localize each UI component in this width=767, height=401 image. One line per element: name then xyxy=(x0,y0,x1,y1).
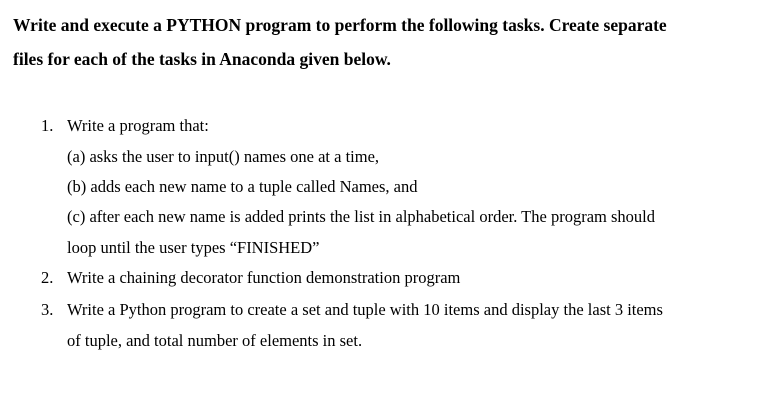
task-text-line: Write a program that: xyxy=(67,116,209,135)
task-text-line: of tuple, and total number of elements in set. xyxy=(67,331,363,350)
heading-line-2: files for each of the tasks in Anaconda given below. xyxy=(13,49,391,69)
task-number: 1. xyxy=(41,116,54,135)
heading-line-1: Write and execute a PYTHON program to perform the following tasks. Create separate xyxy=(13,15,667,35)
task-text-line: (a) asks the user to input() names one at a time, xyxy=(67,147,380,166)
task-text-line: Write a chaining decorator function demonstration program xyxy=(67,268,461,287)
task-number: 3. xyxy=(41,300,54,319)
task-number: 2. xyxy=(41,268,54,287)
task-text-line: Write a Python program to create a set and tuple with 10 items and display the last 3 items xyxy=(67,300,663,319)
task-text-line: (b) adds each new name to a tuple called Names, and xyxy=(67,177,418,196)
task-text-line: loop until the user types “FINISHED” xyxy=(67,238,320,257)
task-text-line: (c) after each new name is added prints the list in alphabetical order. The program should xyxy=(67,207,655,226)
